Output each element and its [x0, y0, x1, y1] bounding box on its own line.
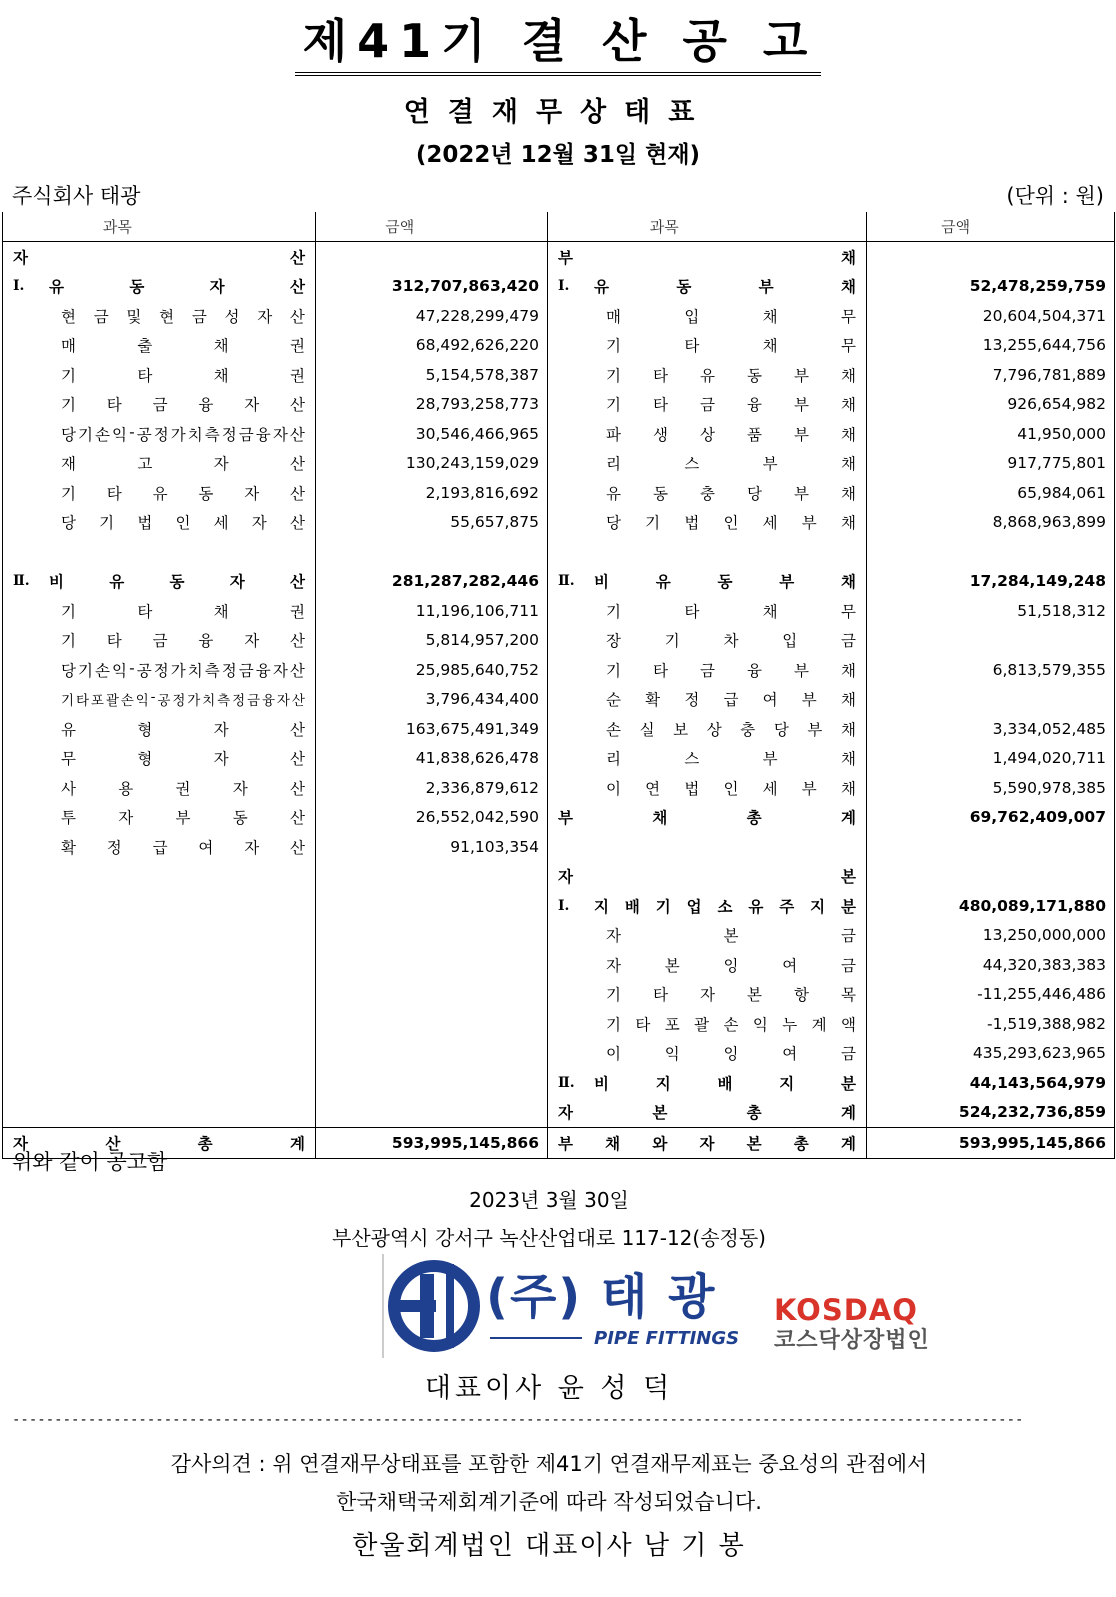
- left-amount-cell: [316, 537, 548, 567]
- right-account-cell: [548, 803, 867, 833]
- right-account-name: 리 스 부 채: [606, 750, 856, 769]
- right-account-cell: [548, 508, 867, 538]
- left-account-cell: [3, 832, 316, 862]
- left-account-name: 기 타 포 괄 손 익 - 공 정 가 치 측 정 금 융 자 산: [61, 689, 305, 710]
- right-amount-cell: 7,796,781,889: [867, 360, 1115, 390]
- right-amount-cell: 51,518,312: [867, 596, 1115, 626]
- right-account-name: 기 타 자 본 항 목: [606, 986, 856, 1005]
- auditor-name: 한울회계법인 대표이사 남 기 봉: [352, 1531, 746, 1561]
- left-account-name: 매 출 채 권: [61, 337, 305, 356]
- left-amount-cell: [316, 1068, 548, 1098]
- left-amount-cell: 281,287,282,446: [316, 567, 548, 597]
- right-account-name: 기 타 유 동 부 채: [606, 366, 856, 385]
- right-roman-numeral: Ⅰ.: [558, 278, 570, 295]
- right-account-cell: [548, 1068, 867, 1098]
- right-account-cell: [548, 773, 867, 803]
- left-amount-cell: 2,193,816,692: [316, 478, 548, 508]
- announcement-title-wrap: [0, 14, 1116, 76]
- left-amount-cell: 26,552,042,590: [316, 803, 548, 833]
- table-row: [3, 1039, 1115, 1069]
- left-amount-cell: 55,657,875: [316, 508, 548, 538]
- right-account-name: 자 본 금: [606, 927, 856, 946]
- left-account-name: 당 기 손 익 - 공 정 가 치 측 정 금 융 자 산: [61, 658, 305, 680]
- table-row: [3, 832, 1115, 862]
- right-account-name: 리 스 부 채: [606, 455, 856, 474]
- company-logo: [382, 1254, 740, 1358]
- right-amount-cell: 926,654,982: [867, 390, 1115, 420]
- right-amount-cell: -1,519,388,982: [867, 1009, 1115, 1039]
- right-account-cell: [548, 655, 867, 685]
- left-account-name: 현 금 및 현 금 성 자 산: [61, 307, 305, 326]
- right-account-name: 기 타 채 무: [606, 602, 856, 621]
- left-amount-cell: 2,336,879,612: [316, 773, 548, 803]
- left-account-cell: [3, 891, 316, 921]
- left-account-name: 확 정 급 여 자 산: [61, 838, 305, 857]
- left-account-cell: [3, 478, 316, 508]
- left-amount-cell: 5,154,578,387: [316, 360, 548, 390]
- right-account-cell: [548, 301, 867, 331]
- left-account-name: 유 형 자 산: [61, 720, 305, 739]
- left-account-cell: [3, 242, 316, 272]
- right-account-cell: [548, 714, 867, 744]
- left-amount-cell: [316, 980, 548, 1010]
- table-row: [3, 478, 1115, 508]
- table-row: [3, 921, 1115, 951]
- right-account-name: 순 확 정 급 여 부 채: [606, 691, 856, 710]
- left-account-cell: [3, 537, 316, 567]
- right-amount-cell: 1,494,020,711: [867, 744, 1115, 774]
- left-amount-cell: [316, 1009, 548, 1039]
- left-account-name: 당 기 손 익 - 공 정 가 치 측 정 금 융 자 산: [61, 422, 305, 444]
- right-account-cell: [548, 744, 867, 774]
- logo-korean-text: (주) 태 광: [486, 1269, 717, 1325]
- kosdaq-logo-text: KOSDAQ: [774, 1293, 918, 1327]
- audit-opinion-line1: 감사의견 : 위 연결재무상태표를 포함한 제41기 연결재무제표는 중요성의 관점에서: [170, 1452, 928, 1476]
- table-row: [3, 950, 1115, 980]
- left-amount-cell: [316, 1039, 548, 1069]
- left-amount-cell: 130,243,159,029: [316, 449, 548, 479]
- left-amount-cell: 91,103,354: [316, 832, 548, 862]
- right-account-cell: [548, 567, 867, 597]
- left-account-cell: [3, 360, 316, 390]
- table-row: [3, 655, 1115, 685]
- right-amount-cell: 44,320,383,383: [867, 950, 1115, 980]
- right-amount-cell: [867, 862, 1115, 892]
- right-amount-cell: 52,478,259,759: [867, 272, 1115, 302]
- table-row: [3, 1068, 1115, 1098]
- right-account-cell: [548, 685, 867, 715]
- right-account-name: 당 기 법 인 세 부 채: [606, 514, 856, 533]
- left-account-header: 과목: [3, 212, 316, 242]
- table-row: [3, 272, 1115, 302]
- right-account-cell: [548, 331, 867, 361]
- right-amount-cell: 44,143,564,979: [867, 1068, 1115, 1098]
- right-amount-cell: [867, 242, 1115, 272]
- table-row: [3, 537, 1115, 567]
- left-account-cell: [3, 1039, 316, 1069]
- kosdaq-listed-label: 코스닥상장법인: [774, 1328, 930, 1353]
- left-account-name: 기 타 채 권: [61, 602, 305, 621]
- left-account-cell: [3, 803, 316, 833]
- total-liabilities-equity-text: 부 채 와 자 본 총 계: [558, 1134, 856, 1153]
- left-amount-cell: 5,814,957,200: [316, 626, 548, 656]
- right-account-cell: [548, 272, 867, 302]
- left-account-cell: [3, 301, 316, 331]
- right-account-cell: [548, 1039, 867, 1069]
- kosdaq-badge: [774, 1294, 954, 1364]
- right-amount-cell: 13,255,644,756: [867, 331, 1115, 361]
- left-account-name: 기 타 금 융 자 산: [61, 632, 305, 651]
- total-assets-amount: 593,995,145,866: [316, 1128, 548, 1159]
- left-account-cell: [3, 1068, 316, 1098]
- right-account-name: 비 지 배 지 분: [594, 1074, 856, 1093]
- right-section-label: 자 본 총 계: [558, 1104, 856, 1123]
- left-amount-cell: 312,707,863,420: [316, 272, 548, 302]
- right-account-name: 파 생 상 품 부 채: [606, 425, 856, 444]
- right-account-name: 매 입 채 무: [606, 307, 856, 326]
- left-amount-cell: [316, 891, 548, 921]
- ceo-signature: 대표이사 윤 성 덕: [424, 1373, 674, 1404]
- left-account-cell: [3, 331, 316, 361]
- notice-text: 위와 같이 공고함: [12, 1150, 168, 1174]
- left-account-cell: [3, 390, 316, 420]
- right-roman-numeral: Ⅱ.: [558, 573, 575, 590]
- right-account-name: 기 타 채 무: [606, 337, 856, 356]
- right-amount-cell: 8,868,963,899: [867, 508, 1115, 538]
- right-account-cell: [548, 1009, 867, 1039]
- right-account-cell: [548, 419, 867, 449]
- right-account-header: 과목: [548, 212, 867, 242]
- table-row: [3, 744, 1115, 774]
- left-account-cell: [3, 773, 316, 803]
- grand-total-row: [3, 1128, 1115, 1159]
- right-account-name: 유 동 충 당 부 채: [606, 484, 856, 503]
- right-amount-cell: [867, 832, 1115, 862]
- right-account-name: 유 동 부 채: [594, 278, 856, 297]
- total-liabilities-equity-label: [548, 1128, 867, 1159]
- left-amount-cell: [316, 242, 548, 272]
- left-account-cell: [3, 980, 316, 1010]
- left-account-cell: [3, 419, 316, 449]
- right-amount-cell: 65,984,061: [867, 478, 1115, 508]
- left-account-cell: [3, 921, 316, 951]
- table-row: [3, 242, 1115, 272]
- table-row: [3, 449, 1115, 479]
- right-account-name: 기 타 포 괄 손 익 누 계 액: [606, 1015, 856, 1034]
- left-account-cell: [3, 508, 316, 538]
- table-row: [3, 773, 1115, 803]
- right-amount-cell: 6,813,579,355: [867, 655, 1115, 685]
- right-account-name: 손 실 보 상 충 당 부 채: [606, 720, 856, 739]
- right-account-cell: [548, 242, 867, 272]
- balance-sheet-table: [2, 212, 1115, 1159]
- right-section-label: 부 채 총 계: [558, 809, 856, 828]
- left-account-name: 사 용 권 자 산: [61, 779, 305, 798]
- left-account-name: 당 기 법 인 세 자 산: [61, 514, 305, 533]
- right-account-cell: [548, 832, 867, 862]
- right-account-name: 이 연 법 인 세 부 채: [606, 779, 856, 798]
- right-amount-cell: 480,089,171,880: [867, 891, 1115, 921]
- right-amount-cell: 917,775,801: [867, 449, 1115, 479]
- right-account-cell: [548, 862, 867, 892]
- right-account-name: 비 유 동 부 채: [594, 573, 856, 592]
- left-account-cell: [3, 626, 316, 656]
- table-row: [3, 862, 1115, 892]
- right-account-name: 기 타 금 융 부 채: [606, 396, 856, 415]
- table-row: [3, 390, 1115, 420]
- right-account-cell: [548, 891, 867, 921]
- logo-english-text: PIPE FITTINGS: [594, 1328, 740, 1349]
- left-amount-cell: 68,492,626,220: [316, 331, 548, 361]
- left-account-name: 기 타 채 권: [61, 366, 305, 385]
- right-roman-numeral: Ⅱ.: [558, 1074, 575, 1091]
- right-account-cell: [548, 950, 867, 980]
- right-account-name: 장 기 차 입 금: [606, 632, 856, 651]
- right-amount-cell: 17,284,149,248: [867, 567, 1115, 597]
- right-amount-cell: -11,255,446,486: [867, 980, 1115, 1010]
- right-section-label: 부 채: [558, 248, 856, 267]
- left-amount-cell: 3,796,434,400: [316, 685, 548, 715]
- right-amount-header: 금액: [867, 212, 1115, 242]
- audit-opinion-line2: 한국채택국제회계기준에 따라 작성되었습니다.: [336, 1490, 762, 1514]
- left-account-cell: [3, 685, 316, 715]
- left-amount-cell: 41,838,626,478: [316, 744, 548, 774]
- table-row: [3, 596, 1115, 626]
- left-account-cell: [3, 714, 316, 744]
- right-amount-cell: 5,590,978,385: [867, 773, 1115, 803]
- right-amount-cell: [867, 685, 1115, 715]
- table-row: [3, 301, 1115, 331]
- table-row: [3, 803, 1115, 833]
- left-account-cell: [3, 655, 316, 685]
- right-account-name: 이 익 잉 여 금: [606, 1045, 856, 1064]
- right-amount-cell: [867, 537, 1115, 567]
- left-account-cell: [3, 449, 316, 479]
- right-amount-cell: 435,293,623,965: [867, 1039, 1115, 1069]
- left-amount-cell: 30,546,466,965: [316, 419, 548, 449]
- as-of-date: (2022년 12월 31일 현재): [415, 142, 701, 168]
- left-account-cell: [3, 1009, 316, 1039]
- left-amount-cell: 28,793,258,773: [316, 390, 548, 420]
- right-amount-cell: 3,334,052,485: [867, 714, 1115, 744]
- left-account-cell: [3, 1098, 316, 1128]
- right-account-cell: [548, 449, 867, 479]
- right-account-cell: [548, 921, 867, 951]
- right-account-cell: [548, 360, 867, 390]
- left-amount-cell: [316, 862, 548, 892]
- announcement-title: 제41기 결 산 공 고: [295, 14, 822, 76]
- left-amount-cell: 47,228,299,479: [316, 301, 548, 331]
- left-section-label: 자 산: [13, 248, 305, 267]
- right-amount-cell: 69,762,409,007: [867, 803, 1115, 833]
- left-account-name: 유 동 자 산: [49, 278, 305, 297]
- currency-unit: (단위 : 원): [1006, 184, 1104, 208]
- left-account-name: 비 유 동 자 산: [49, 573, 305, 592]
- left-amount-cell: 25,985,640,752: [316, 655, 548, 685]
- right-account-cell: [548, 980, 867, 1010]
- left-account-cell: [3, 272, 316, 302]
- right-amount-cell: [867, 626, 1115, 656]
- right-account-cell: [548, 596, 867, 626]
- right-account-cell: [548, 537, 867, 567]
- table-row: [3, 419, 1115, 449]
- table-row: [3, 360, 1115, 390]
- right-account-name: 지 배 기 업 소 유 주 지 분: [594, 897, 856, 916]
- left-account-name: 투 자 부 동 산: [61, 809, 305, 828]
- left-amount-header: 금액: [316, 212, 548, 242]
- table-row: [3, 1098, 1115, 1128]
- left-amount-cell: [316, 950, 548, 980]
- divider-dashes: ------------------------------------------------------------------------------------------------------------------------: [12, 1412, 1024, 1428]
- table-row: [3, 714, 1115, 744]
- right-amount-cell: 524,232,736,859: [867, 1098, 1115, 1128]
- left-account-cell: [3, 744, 316, 774]
- left-account-cell: [3, 950, 316, 980]
- table-header-row: [3, 212, 1115, 242]
- right-account-name: 기 타 금 융 부 채: [606, 661, 856, 680]
- table-row: [3, 891, 1115, 921]
- statement-title: 연결재무상태표: [403, 97, 713, 128]
- left-account-name: 무 형 자 산: [61, 750, 305, 769]
- left-account-name: 재 고 자 산: [61, 455, 305, 474]
- table-row: [3, 1009, 1115, 1039]
- left-amount-cell: 11,196,106,711: [316, 596, 548, 626]
- left-account-cell: [3, 862, 316, 892]
- right-roman-numeral: Ⅰ.: [558, 897, 570, 914]
- left-account-cell: [3, 596, 316, 626]
- right-amount-cell: 20,604,504,371: [867, 301, 1115, 331]
- company-address: 부산광역시 강서구 녹산산업대로 117-12(송정동): [332, 1226, 766, 1250]
- table-row: [3, 331, 1115, 361]
- table-row: [3, 685, 1115, 715]
- total-liabilities-equity-amount: 593,995,145,866: [867, 1128, 1115, 1159]
- table-row: [3, 626, 1115, 656]
- table-row: [3, 508, 1115, 538]
- left-account-name: 기 타 유 동 자 산: [61, 484, 305, 503]
- left-roman-numeral: Ⅱ.: [13, 573, 30, 590]
- left-account-cell: [3, 567, 316, 597]
- company-name: 주식회사 태광: [12, 184, 141, 208]
- right-section-label: 자 본: [558, 868, 856, 887]
- table-row: [3, 980, 1115, 1010]
- left-amount-cell: [316, 921, 548, 951]
- announcement-date: 2023년 3월 30일: [469, 1188, 629, 1212]
- left-amount-cell: [316, 1098, 548, 1128]
- total-assets-text: 자 산 총 계: [13, 1134, 305, 1153]
- right-amount-cell: 13,250,000,000: [867, 921, 1115, 951]
- right-account-name: 자 본 잉 여 금: [606, 956, 856, 975]
- right-account-cell: [548, 1098, 867, 1128]
- left-roman-numeral: Ⅰ.: [13, 278, 25, 295]
- right-account-cell: [548, 478, 867, 508]
- right-account-cell: [548, 390, 867, 420]
- right-amount-cell: 41,950,000: [867, 419, 1115, 449]
- left-account-name: 기 타 금 융 자 산: [61, 396, 305, 415]
- right-account-cell: [548, 626, 867, 656]
- table-row: [3, 567, 1115, 597]
- left-amount-cell: 163,675,491,349: [316, 714, 548, 744]
